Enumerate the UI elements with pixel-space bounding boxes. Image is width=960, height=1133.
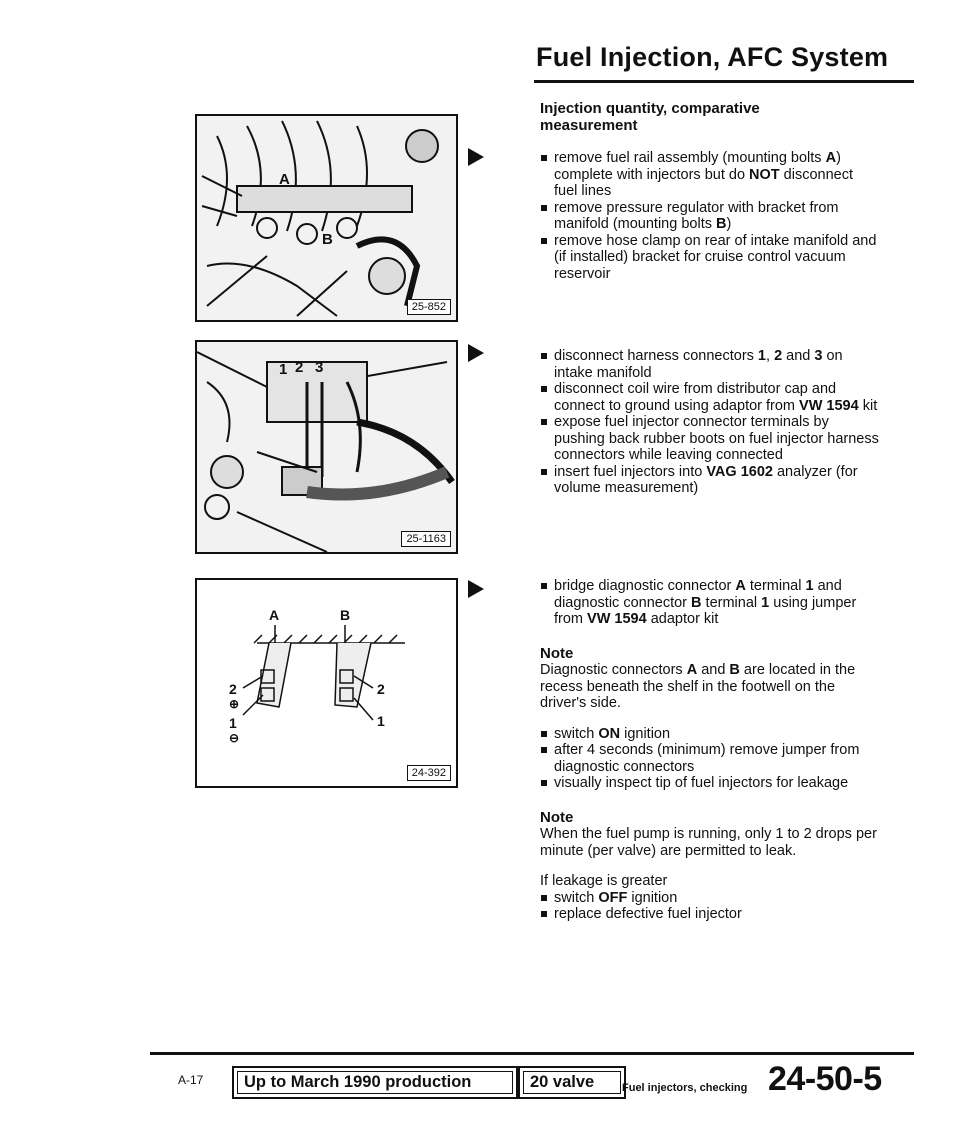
callout-1: 1 xyxy=(279,361,288,378)
figure-harness-connectors xyxy=(195,340,458,554)
page-reference: A-17 xyxy=(178,1073,204,1087)
instructions-block-1 xyxy=(540,150,880,282)
page-title: Fuel Injection, AFC System xyxy=(536,42,889,72)
valve-badge: 20 valve xyxy=(518,1066,626,1099)
production-badge: Up to March 1990 production xyxy=(232,1066,518,1099)
figure-diagnostic-connectors xyxy=(195,578,458,788)
callout-b: B xyxy=(322,231,333,248)
list-item: disconnect coil wire from distributor cap and connect to ground using adaptor from VW 1594 kit xyxy=(540,381,880,414)
label-connector-a: A xyxy=(269,607,280,623)
figure-number: 24-392 xyxy=(407,765,451,781)
leak-intro: If leakage is greater xyxy=(540,873,668,889)
list-item: remove pressure regulator with bracket from manifold (mounting bolts B) xyxy=(540,200,880,233)
harness-illustration xyxy=(197,342,456,552)
list-item: insert fuel injectors into VAG 1602 analyzer (for volume measurement) xyxy=(540,464,880,497)
section-heading: Injection quantity, comparative measurement xyxy=(540,100,760,134)
list-item: switch ON ignition xyxy=(540,726,880,743)
instructions-block-2 xyxy=(540,348,880,497)
label-terminal-2-right: 2 xyxy=(377,681,385,697)
list-item: bridge diagnostic connector A terminal 1 and diagnostic connector B terminal 1 using jumper from VW 1594 adaptor kit xyxy=(540,578,880,628)
list-item: switch OFF ignition xyxy=(540,890,880,907)
fuel-rail-illustration xyxy=(197,116,456,320)
topic-label: Fuel injectors, checking xyxy=(622,1082,748,1094)
pointer-arrow xyxy=(468,148,484,166)
diagnostic-diagram xyxy=(197,580,456,786)
callout-2: 2 xyxy=(295,359,304,376)
label-terminal-1-right: 1 xyxy=(377,713,385,729)
label-terminal-2-left: 2 xyxy=(229,681,237,697)
footer-divider xyxy=(150,1052,914,1055)
list-item: replace defective fuel injector xyxy=(540,906,880,923)
note-heading: Note xyxy=(540,644,574,662)
list-item: remove hose clamp on rear of intake manifold and (if installed) bracket for cruise control vacuum reservoir xyxy=(540,233,880,283)
callout-3: 3 xyxy=(315,359,324,376)
list-item: remove fuel rail assembly (mounting bolts A) complete with injectors but do NOT disconnect fuel lines xyxy=(540,150,880,200)
plus-symbol: ⊕ xyxy=(229,697,240,711)
figure-fuel-rail xyxy=(195,114,458,322)
minus-symbol: ⊖ xyxy=(229,731,240,745)
header-divider xyxy=(534,80,914,83)
page-number: 24-50-5 xyxy=(768,1060,882,1098)
pointer-arrow xyxy=(468,344,484,362)
list-item: visually inspect tip of fuel injectors for leakage xyxy=(540,775,880,792)
note-text: Diagnostic connectors A and B are located in the recess beneath the shelf in the footwell on the driver's side. xyxy=(540,662,856,711)
callout-a: A xyxy=(279,171,290,188)
note-text: When the fuel pump is running, only 1 to 2 drops per minute (per valve) are permitted to leak. xyxy=(540,826,877,859)
label-terminal-1-left: 1 xyxy=(229,715,237,731)
pointer-arrow xyxy=(468,580,484,598)
figure-number: 25-1163 xyxy=(401,531,451,547)
instructions-block-3 xyxy=(540,578,880,923)
list-item: disconnect harness connectors 1, 2 and 3 on intake manifold xyxy=(540,348,880,381)
note-heading: Note xyxy=(540,808,574,826)
list-item: after 4 seconds (minimum) remove jumper from diagnostic connectors xyxy=(540,742,880,775)
figure-number: 25-852 xyxy=(407,299,451,315)
label-connector-b: B xyxy=(340,607,351,623)
list-item: expose fuel injector connector terminals by pushing back rubber boots on fuel injector harness connectors while leaving connected xyxy=(540,414,880,464)
